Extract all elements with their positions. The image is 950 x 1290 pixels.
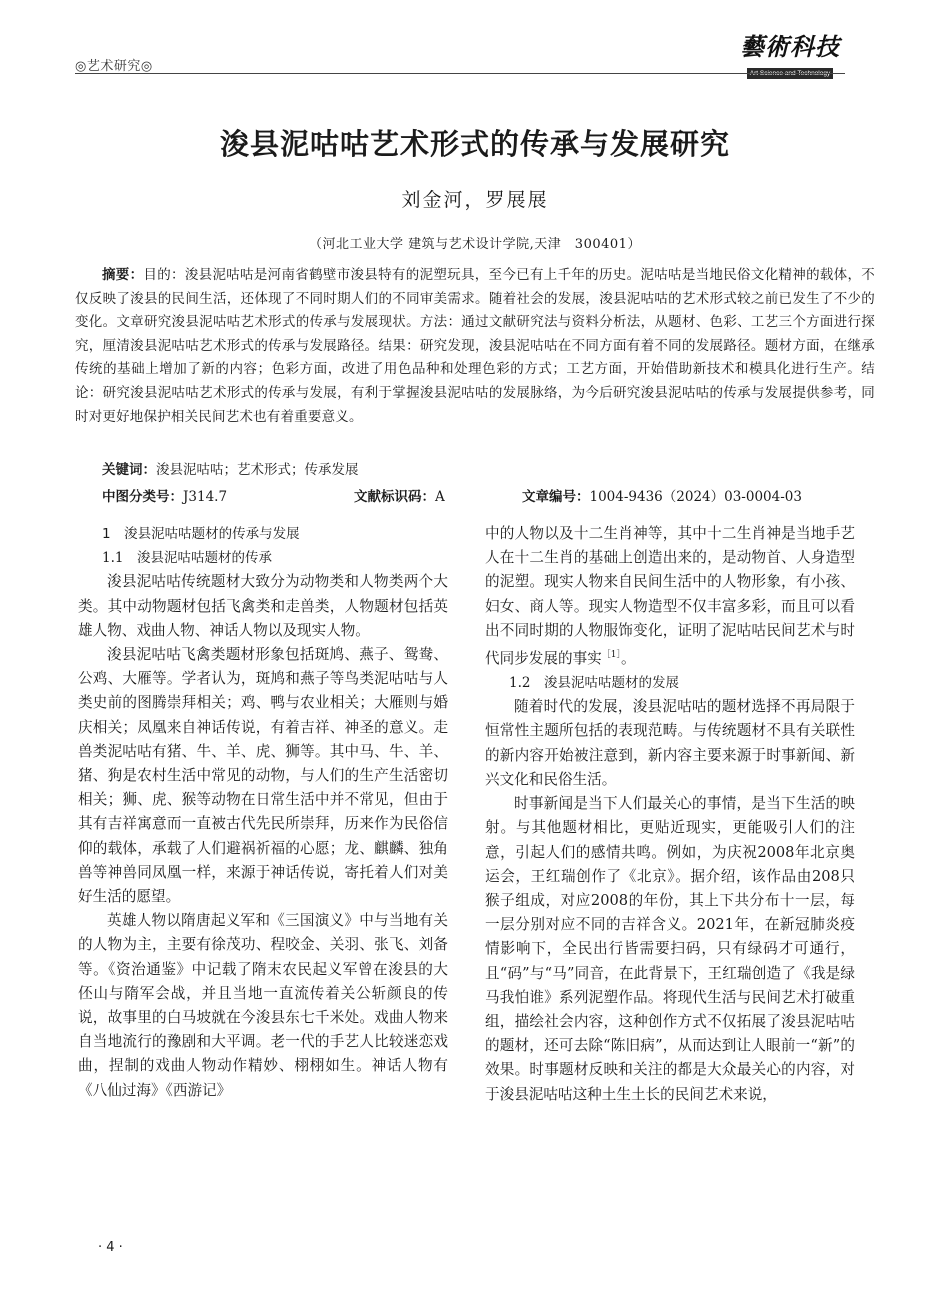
article-title: 浚县泥咕咕艺术形式的传承与发展研究 [219,127,730,161]
keywords-text: 浚县泥咕咕；艺术形式；传承发展 [156,462,359,478]
article-number [522,485,802,505]
subsection-heading-1-2: 1.2 浚县泥咕咕题材的发展 [509,675,679,692]
clc-value: J314.7 [183,489,228,505]
article-label: 文章编号： [522,489,590,505]
paragraph: 浚县泥咕咕传统题材大致分为动物类和人物类两个大类。其中动物题材包括飞禽类和走兽类，人物题材包括英雄人物、戏曲人物、神话人物以及现实人物。 [78,573,448,639]
paragraph-end: 。 [621,649,636,667]
page-number: · 4 · [98,1240,123,1255]
doc-value: A [435,489,445,505]
paragraph: 英雄人物以隋唐起义军和《三国演义》中与当地有关的人物为主，主要有徐茂功、程咬金、关羽、张飞、刘备等。《资治通鉴》中记载了隋末农民起义军曾在浚县的大伾山与隋军会战，并且当地一直流传着关公斩颜良的传说，故事里的白马坡就在今浚县东七千米处。戏曲人物来自当地流行的豫剧和大平调。老一代的手艺人比较迷恋戏曲，捏制的戏曲人物动作精妙、栩栩如生。神话人物有《八仙过海》《西游记》 [78,912,448,1099]
clc-code [102,485,227,505]
right-column [485,522,855,1107]
keywords-label: 关键词： [102,462,156,478]
affiliation: （河北工业大学 建筑与艺术设计学院,天津 300401） [309,237,641,252]
doc-label: 文献标识码： [354,489,435,505]
abstract-text: 目的：浚县泥咕咕是河南省鹤壁市浚县特有的泥塑玩具，至今已有上千年的历史。泥咕咕是当地民俗文化精神的载体，不仅反映了浚县的民间生活，还体现了不同时期人们的不同审美需求。随着社会的发展，浚县泥咕咕的艺术形式较之前已发生了不少的变化。文章研究浚县泥咕咕艺术形式的传承与发展现状。方法：通过文献研究法与资料分析法，从题材、色彩、工艺三个方面进行探究，厘清浚县泥咕咕艺术形式的传承与发展路径。结果：研究发现，浚县泥咕咕在不同方面有着不同的发展路径。题材方面，在继承传统的基础上增加了新的内容；色彩方面，改进了用色品种和处理色彩的方式；工艺方面，开始借助新技术和模具化进行生产。结论：研究浚县泥咕咕艺术形式的传承与发展，有利于掌握浚县泥咕咕的发展脉络，为今后研究浚县泥咕咕的传承与发展提供参考，同时对更好地保护相关民间艺术也有着重要意义。 [75,267,875,425]
authors: 刘金河，罗展展 [401,189,549,211]
journal-logo-cn: 藝術科技 [740,32,840,61]
paragraph [485,522,855,671]
section-tag: ◎艺术研究◎ [75,59,153,74]
subsection-heading-1-1: 1.1 浚县泥咕咕题材的传承 [102,550,272,567]
journal-logo-en: Art Science and Technology [747,68,833,79]
paragraph: 随着时代的发展，浚县泥咕咕的题材选择不再局限于恒常性主题所包括的表现范畴。与传统题材不具有关联性的新内容开始被注意到，新内容主要来源于时事新闻、新兴文化和民俗生活。 [485,698,855,788]
left-column [78,522,448,1103]
paragraph: 浚县泥咕咕飞禽类题材形象包括斑鸠、燕子、鸳鸯、公鸡、大雁等。学者认为，斑鸠和燕子等鸟类泥咕咕与人类史前的图腾崇拜相关；鸡、鸭与农业相关；大雁则与婚庆相关；凤凰来自神话传说，有着吉祥、神圣的意义。走兽类泥咕咕有猪、牛、羊、虎、狮等。其中马、牛、羊、猪、狗是农村生活中常见的动物，与人们的生产生活密切相关；狮、虎、猴等动物在日常生活中并不常见，但由于其有吉祥寓意而一直被古代先民所崇拜，历来作为民俗信仰的载体，承载了人们避祸祈福的心愿；龙、麒麟、独角兽等神兽同凤凰一样，来源于神话传说，寄托着人们对美好生活的愿望。 [78,646,448,906]
paragraph: 时事新闻是当下人们最关心的事情，是当下生活的映射。与其他题材相比，更贴近现实，更能吸引人们的注意，引起人们的感情共鸣。例如，为庆祝2008年北京奥运会，王红瑞创作了《北京》。据介绍，该作品由208只猴子组成，对应2008的年份，其上下共分布十一层，每一层分别对应不同的吉祥含义。2021年，在新冠肺炎疫情影响下，全民出行皆需要扫码，只有绿码才可通行，且“码”与“马”同音，在此背景下，王红瑞创造了《我是绿马我怕谁》系列泥塑作品。将现代生活与民间艺术打破重组，描绘社会内容，这种创作方式不仅拓展了浚县泥咕咕的题材，还可去除“陈旧病”，从而达到让人眼前一“新”的效果。时事题材反映和关注的都是大众最关心的内容，对于浚县泥咕咕这种土生土长的民间艺术来说， [485,795,855,1103]
paragraph-text: 中的人物以及十二生肖神等，其中十二生肖神是当地手艺人在十二生肖的基础上创造出来的，是动物首、人身造型的泥塑。现实人物来自民间生活中的人物形象，有小孩、妇女、商人等。现实人物造型不仅丰富多彩，而且可以看出不同时期的人物服饰变化，证明了泥咕咕民间艺术与时代同步发展的事实 [485,525,855,667]
header-rule [75,73,845,74]
citation-ref: ［1］ [601,650,621,661]
abstract [75,264,875,429]
abstract-label: 摘要： [102,267,144,283]
article-value: 1004-9436（2024）03-0004-03 [589,489,802,505]
clc-label: 中图分类号： [102,489,183,505]
section-heading-1: 1 浚县泥咕咕题材的传承与发展 [102,526,300,542]
keywords [102,458,872,478]
doc-code [354,485,445,505]
